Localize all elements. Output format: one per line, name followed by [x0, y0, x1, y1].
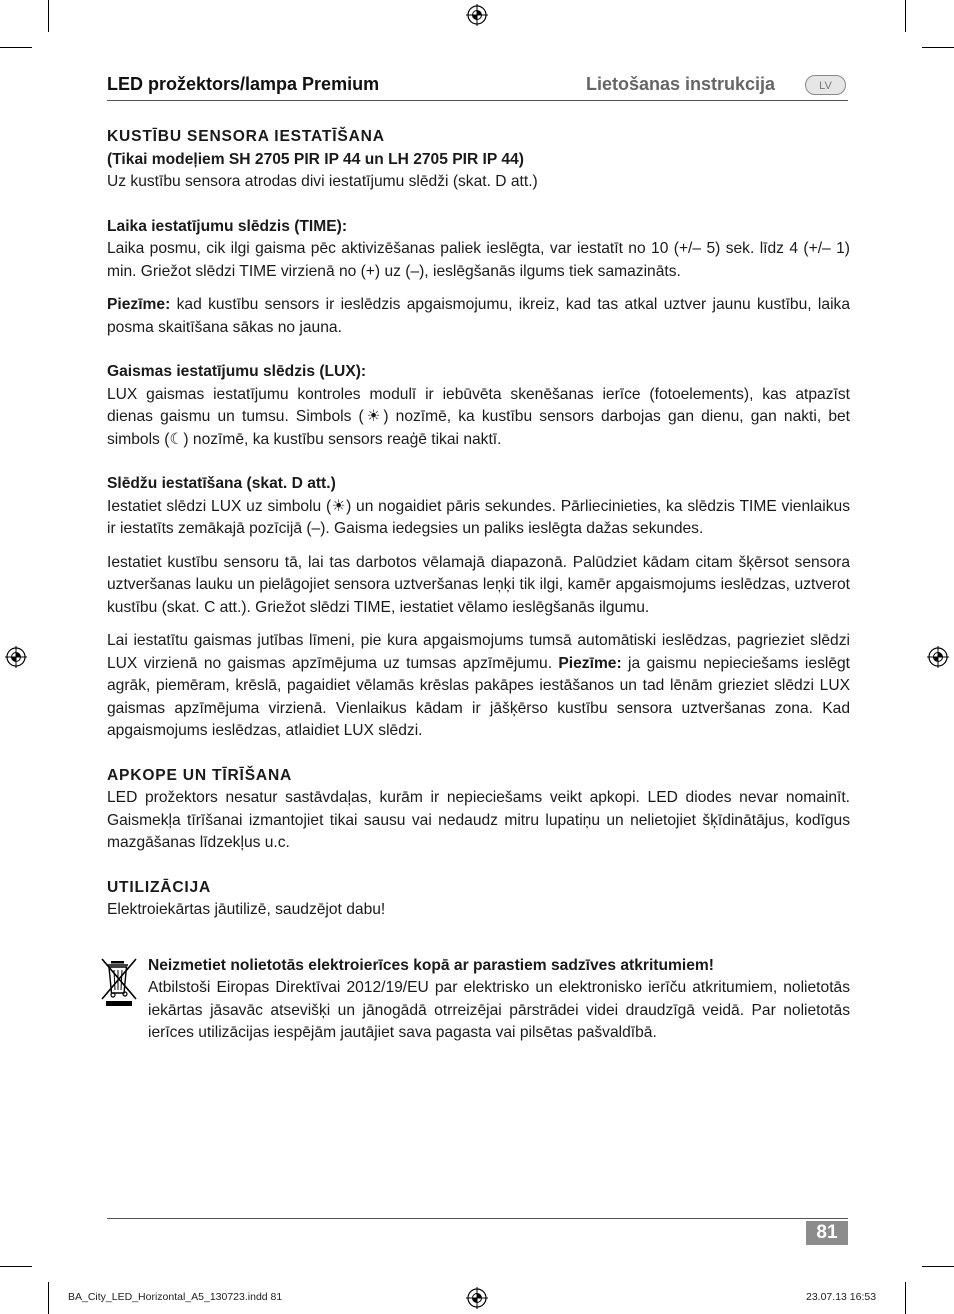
main-content — [107, 126, 850, 1045]
file-slug: BA_City_LED_Horizontal_A5_130723.indd 81 — [68, 1291, 283, 1303]
maintenance-text: LED prožektors nesatur sastāvdaļas, kurām ir nepieciešams veikt apkopi. LED diodes nevar nomainīt. Gaismekļa tīrīšanai izmantojiet tikai sausu vai nedaudz mitru lupatiņu un nelietojiet šķīdinātājus, kodīgus mazgāšanas līdzekļus u.c. — [107, 789, 850, 851]
footer-divider — [107, 1218, 848, 1219]
time-note — [107, 294, 850, 339]
header-divider — [107, 100, 848, 101]
disposal-warning-text: Atbilstoši Eiropas Direktīvai 2012/19/EU par elektrisko un elektronisko ierīču atkritumiem, nolietotās iekārtas jāsavāc atsevišķi un jānogādā otrreizējai pārstrādei videi draudzīgā veidā. Par nolietotās ierīces utilizācijas iespējām jautājiet sava pagasta vai pilsētas pašvaldībā. — [148, 979, 850, 1041]
switches-text-part: ) un nogaidiet pāris sekundes. Pārliecinieties, ka slēdzis TIME vienlaikus ir iestatīts zemākajā pozīcijā (–). Gaisma iedegsies un paliks ieslēgta dažas sekundes. — [107, 497, 850, 537]
crop-mark — [905, 0, 906, 32]
date-slug: 23.07.13 16:53 — [806, 1291, 877, 1303]
page-number: 81 — [806, 1221, 848, 1245]
section-title-maintenance: APKOPE UN TĪRĪŠANA — [107, 766, 293, 784]
section-subtitle-models: (Tikai modeļiem SH 2705 PIR IP 44 un LH 2705 PIR IP 44) — [107, 150, 524, 168]
switches-paragraph-1 — [107, 496, 850, 541]
disposal-notice — [107, 955, 850, 1045]
sun-icon: ☀ — [363, 408, 384, 425]
section-title-disposal: UTILIZĀCIJA — [107, 878, 212, 896]
crop-mark — [48, 0, 49, 32]
lux-heading: Gaismas iestatījumu slēdzis (LUX): — [107, 363, 367, 380]
crop-mark — [48, 1282, 49, 1314]
switches-text-part: ja gaismu nepieciešams ieslēgt agrāk, piemēram, krēslā, pagaidiet vēlamās krēslas pakāpes iestāšanos un tad lēnām grieziet slēdzi LUX gaismas apzīmējuma virzienā. Vienlaikus kādam ir jāšķērso kustību sensora uztveršanas zona. Kad apgaismojums ieslēdzas, atlaidiet LUX slēdzi. — [107, 654, 851, 739]
disposal-text: Elektroiekārtas jāutilizē, saudzējot dabu! — [107, 901, 386, 918]
lux-text-part: ) nozīmē, ka kustību sensors reaģē tikai naktī. — [183, 430, 502, 448]
note-label: Piezīme: — [558, 654, 622, 672]
switches-paragraph-3 — [107, 630, 850, 743]
lux-text-part: ) nozīmē, ka kustību sensors darbojas gan dienu, gan nakti, bet simbols ( — [107, 408, 850, 448]
motion-intro: Uz kustību sensora atrodas divi iestatījumu slēdži (skat. D att.) — [107, 173, 538, 190]
switches-heading: Slēdžu iestatīšana (skat. D att.) — [107, 475, 336, 492]
time-text: Laika posmu, cik ilgi gaisma pēc aktivizēšanas paliek ieslēgta, var iestatīt no 10 (+/– 5) sek. līdz 4 (+/– 1) min. Griežot slēdzi TIME virzienā no (+) uz (–), ieslēgšanās ilgums tiek samazināts. — [107, 240, 850, 280]
language-badge: LV — [805, 75, 846, 95]
crop-mark — [922, 1266, 954, 1267]
note-text: kad kustību sensors ir ieslēdzis apgaismojumu, ikreiz, kad tas atkal uztver jaunu kustību, laika posma skaitīšana sākas no jauna. — [107, 296, 850, 336]
switches-text-part: Lai iestatītu gaismas jutības līmeni, pie kura apgaismojums tumsā automātiski ieslēdzas, pagrieziet slēdzi LUX virzienā no gaismas apzīmējuma uz tumsas apzīmējumu. — [107, 632, 850, 672]
moon-icon: ☾ — [169, 430, 184, 448]
switches-paragraph-2: Iestatiet kustību sensoru tā, lai tas darbotos vēlamajā diapazonā. Palūdziet kādam citam šķērsot sensora uztveršanas lauku un pielāgojiet sensora uztveršanas leņķi tik ilgi, kamēr apgaismojums ieslēdzas, uztverot kustību (skat. C att.). Griežot slēdzi TIME, iestatiet vēlamo ieslēgšanās ilgumu. — [107, 553, 850, 616]
crossed-out-wheelie-bin-icon — [100, 957, 140, 1007]
crop-mark — [922, 47, 954, 48]
time-heading: Laika iestatījumu slēdzis (TIME): — [107, 217, 348, 235]
registration-mark-icon — [927, 646, 949, 668]
crop-mark — [0, 47, 32, 48]
section-title-motion: KUSTĪBU SENSORA IESTATĪŠANA — [107, 128, 385, 145]
registration-mark-icon — [466, 4, 488, 26]
registration-mark-icon — [466, 1287, 488, 1309]
crop-mark — [0, 1266, 32, 1267]
document-title: LED prožektors/lampa Premium — [107, 74, 380, 94]
switches-text-part: Iestatiet slēdzi LUX uz simbolu ( — [107, 497, 332, 515]
note-label: Piezīme: — [107, 296, 171, 313]
lux-text-part: LUX gaismas iestatījumu kontroles modulī ir iebūvēta skenēšanas ierīce (fotoelements), kas atpazīst dienas gaismu un tumsu. Simbols ( — [107, 385, 850, 425]
registration-mark-icon — [5, 646, 27, 668]
disposal-warning: Neizmetiet nolietotās elektroierīces kopā ar parastiem sadzīves atkritumiem! — [148, 956, 714, 974]
document-subtitle: Lietošanas instrukcija — [586, 74, 776, 94]
sun-icon: ☀ — [331, 497, 347, 515]
crop-mark — [905, 1282, 906, 1314]
lux-text — [107, 384, 850, 452]
